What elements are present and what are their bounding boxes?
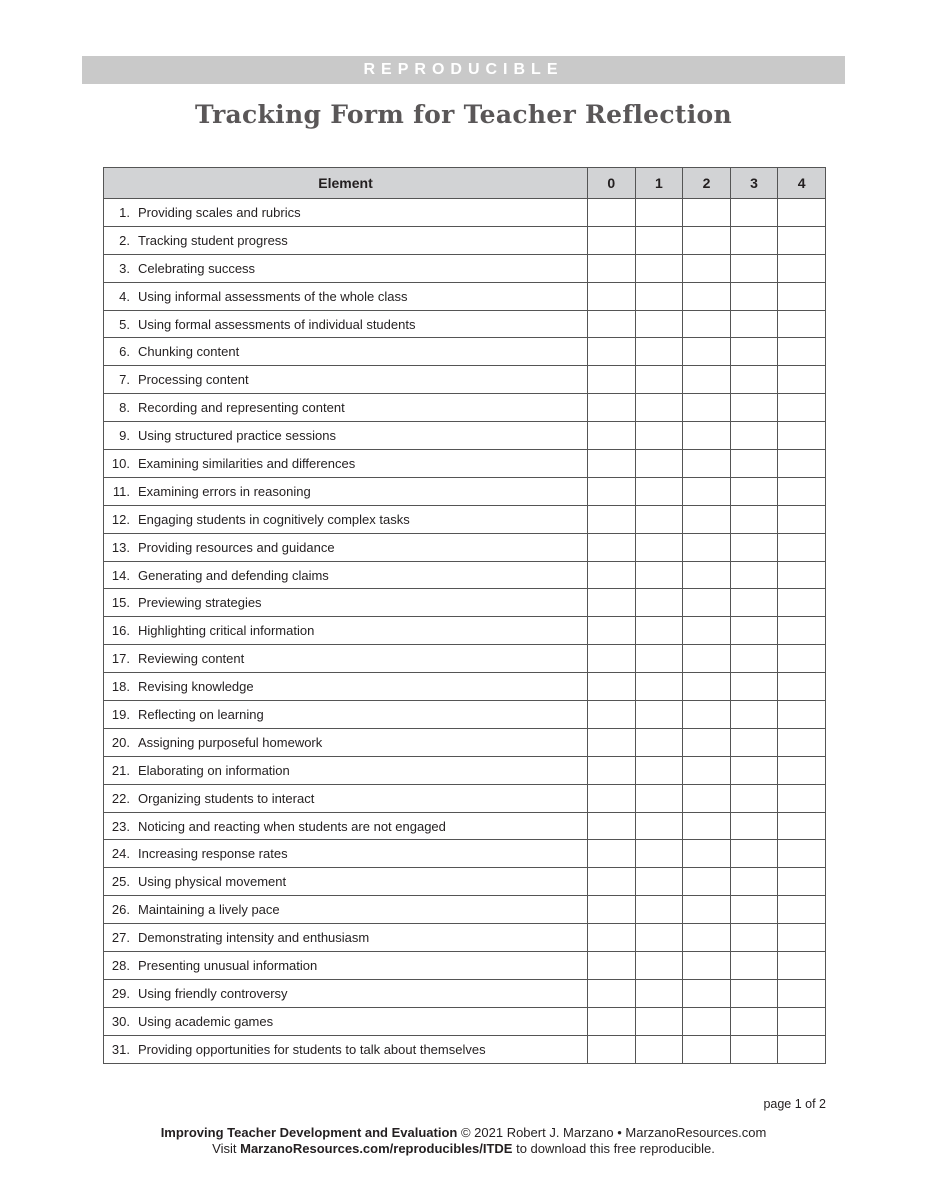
score-cell-2[interactable]: [683, 477, 731, 505]
header-score-0: 0: [588, 168, 636, 199]
table-row: [104, 450, 826, 478]
score-cell-1[interactable]: [635, 645, 683, 673]
element-number: 8.: [119, 400, 130, 416]
score-cell-1[interactable]: [635, 924, 683, 952]
score-cell-1[interactable]: [635, 812, 683, 840]
score-cell-1[interactable]: [635, 784, 683, 812]
score-cell-0[interactable]: [588, 561, 636, 589]
score-cell-1[interactable]: [635, 505, 683, 533]
score-cell-2[interactable]: [683, 673, 731, 701]
score-cell-4[interactable]: [778, 728, 826, 756]
score-cell-2[interactable]: [683, 505, 731, 533]
score-cell-2[interactable]: [683, 226, 731, 254]
table-row: [104, 394, 826, 422]
score-cell-4[interactable]: [778, 645, 826, 673]
score-cell-3[interactable]: [730, 589, 778, 617]
element-cell: [104, 533, 588, 561]
element-number: 7.: [119, 372, 130, 388]
element-cell: [104, 1035, 588, 1063]
page-number: page 1 of 2: [763, 1097, 826, 1111]
score-cell-1[interactable]: [635, 310, 683, 338]
score-cell-2[interactable]: [683, 199, 731, 227]
element-label: Processing content: [138, 372, 249, 388]
score-cell-2[interactable]: [683, 924, 731, 952]
table-row: [104, 366, 826, 394]
score-cell-4[interactable]: [778, 282, 826, 310]
score-cell-4[interactable]: [778, 1035, 826, 1063]
element-label: Using physical movement: [138, 874, 287, 890]
element-label: Providing resources and guidance: [138, 539, 335, 555]
score-cell-0[interactable]: [588, 533, 636, 561]
table-row: [104, 868, 826, 896]
score-cell-1[interactable]: [635, 533, 683, 561]
score-cell-1[interactable]: [635, 952, 683, 980]
score-cell-1[interactable]: [635, 422, 683, 450]
score-cell-1[interactable]: [635, 1035, 683, 1063]
element-cell: [104, 226, 588, 254]
score-cell-2[interactable]: [683, 589, 731, 617]
element-number: 1.: [119, 204, 130, 220]
element-cell: [104, 589, 588, 617]
score-cell-2[interactable]: [683, 533, 731, 561]
book-title: Improving Teacher Development and Evaluation: [160, 1125, 458, 1140]
score-cell-2[interactable]: [683, 366, 731, 394]
score-cell-0[interactable]: [588, 366, 636, 394]
footer-line-1: [0, 1125, 927, 1141]
element-number: 22.: [111, 790, 130, 806]
table-row: [104, 896, 826, 924]
table-row: [104, 1035, 826, 1063]
score-cell-1[interactable]: [635, 617, 683, 645]
score-cell-0[interactable]: [588, 673, 636, 701]
element-number: 3.: [119, 260, 130, 276]
table-row: [104, 561, 826, 589]
score-cell-4[interactable]: [778, 477, 826, 505]
score-cell-0[interactable]: [588, 282, 636, 310]
score-cell-3[interactable]: [730, 561, 778, 589]
element-cell: [104, 394, 588, 422]
score-cell-4[interactable]: [778, 673, 826, 701]
table-row: [104, 338, 826, 366]
element-cell: [104, 896, 588, 924]
element-number: 20.: [111, 734, 130, 750]
element-label: Tracking student progress: [138, 232, 288, 248]
score-cell-4[interactable]: [778, 701, 826, 729]
score-cell-2[interactable]: [683, 394, 731, 422]
score-cell-1[interactable]: [635, 673, 683, 701]
element-cell: [104, 868, 588, 896]
element-number: 25.: [111, 874, 130, 890]
element-cell: [104, 505, 588, 533]
element-label: Maintaining a lively pace: [138, 902, 280, 918]
score-cell-3[interactable]: [730, 533, 778, 561]
score-cell-0[interactable]: [588, 310, 636, 338]
element-number: 19.: [111, 706, 130, 722]
element-label: Organizing students to interact: [138, 790, 315, 806]
element-cell: [104, 924, 588, 952]
element-cell: [104, 617, 588, 645]
score-cell-2[interactable]: [683, 896, 731, 924]
score-cell-0[interactable]: [588, 645, 636, 673]
element-label: Assigning purposeful homework: [138, 734, 323, 750]
element-number: 18.: [111, 679, 130, 695]
score-cell-4[interactable]: [778, 812, 826, 840]
table-header-row: [104, 168, 826, 199]
header-score-4: 4: [778, 168, 826, 199]
score-cell-2[interactable]: [683, 756, 731, 784]
element-number: 14.: [111, 567, 130, 583]
element-label: Elaborating on information: [138, 762, 290, 778]
score-cell-0[interactable]: [588, 394, 636, 422]
header-element: Element: [104, 168, 588, 199]
element-label: Noticing and reacting when students are not engaged: [138, 818, 446, 834]
element-cell: [104, 450, 588, 478]
element-cell: [104, 366, 588, 394]
element-cell: [104, 338, 588, 366]
element-cell: [104, 952, 588, 980]
score-cell-3[interactable]: [730, 1035, 778, 1063]
score-cell-4[interactable]: [778, 896, 826, 924]
score-cell-3[interactable]: [730, 1007, 778, 1035]
score-cell-0[interactable]: [588, 896, 636, 924]
score-cell-0[interactable]: [588, 840, 636, 868]
score-cell-3[interactable]: [730, 617, 778, 645]
score-cell-1[interactable]: [635, 896, 683, 924]
score-cell-1[interactable]: [635, 728, 683, 756]
element-label: Providing opportunities for students to talk about themselves: [138, 1041, 486, 1057]
score-cell-0[interactable]: [588, 505, 636, 533]
score-cell-1[interactable]: [635, 282, 683, 310]
element-number: 10.: [111, 455, 130, 471]
element-cell: [104, 561, 588, 589]
score-cell-3[interactable]: [730, 673, 778, 701]
score-cell-0[interactable]: [588, 226, 636, 254]
element-label: Using friendly controversy: [138, 985, 288, 1001]
score-cell-2[interactable]: [683, 282, 731, 310]
score-cell-1[interactable]: [635, 756, 683, 784]
element-label: Reviewing content: [138, 651, 245, 667]
score-cell-4[interactable]: [778, 450, 826, 478]
score-cell-3[interactable]: [730, 338, 778, 366]
score-cell-1[interactable]: [635, 226, 683, 254]
element-number: 28.: [111, 957, 130, 973]
table-row: [104, 254, 826, 282]
score-cell-1[interactable]: [635, 589, 683, 617]
element-cell: [104, 979, 588, 1007]
score-cell-4[interactable]: [778, 589, 826, 617]
footer-line-2: [0, 1141, 927, 1157]
score-cell-4[interactable]: [778, 868, 826, 896]
element-label: Previewing strategies: [138, 595, 262, 611]
score-cell-4[interactable]: [778, 338, 826, 366]
copyright: © 2021 Robert J. Marzano • MarzanoResources.com: [457, 1125, 767, 1140]
score-cell-4[interactable]: [778, 756, 826, 784]
score-cell-4[interactable]: [778, 394, 826, 422]
score-cell-2[interactable]: [683, 784, 731, 812]
element-cell: [104, 701, 588, 729]
element-label: Celebrating success: [138, 260, 256, 276]
score-cell-3[interactable]: [730, 868, 778, 896]
header-score-3: 3: [730, 168, 778, 199]
element-number: 27.: [111, 930, 130, 946]
score-cell-1[interactable]: [635, 979, 683, 1007]
element-number: 15.: [111, 595, 130, 611]
score-cell-3[interactable]: [730, 728, 778, 756]
element-label: Using academic games: [138, 1013, 274, 1029]
score-cell-2[interactable]: [683, 254, 731, 282]
score-cell-4[interactable]: [778, 366, 826, 394]
reproducible-url[interactable]: MarzanoResources.com/reproducibles/ITDE: [240, 1141, 513, 1156]
score-cell-4[interactable]: [778, 952, 826, 980]
score-cell-4[interactable]: [778, 840, 826, 868]
element-cell: [104, 840, 588, 868]
element-label: Generating and defending claims: [138, 567, 329, 583]
score-cell-2[interactable]: [683, 840, 731, 868]
score-cell-3[interactable]: [730, 840, 778, 868]
score-cell-1[interactable]: [635, 561, 683, 589]
element-number: 2.: [119, 232, 130, 248]
element-label: Highlighting critical information: [138, 623, 315, 639]
score-cell-2[interactable]: [683, 868, 731, 896]
score-cell-4[interactable]: [778, 979, 826, 1007]
table-row: [104, 310, 826, 338]
score-cell-3[interactable]: [730, 645, 778, 673]
table-row: [104, 924, 826, 952]
table-row: [104, 422, 826, 450]
score-cell-4[interactable]: [778, 254, 826, 282]
score-cell-3[interactable]: [730, 896, 778, 924]
score-cell-1[interactable]: [635, 254, 683, 282]
score-cell-3[interactable]: [730, 450, 778, 478]
table-row: [104, 673, 826, 701]
table-row: [104, 645, 826, 673]
score-cell-0[interactable]: [588, 868, 636, 896]
score-cell-4[interactable]: [778, 226, 826, 254]
element-label: Chunking content: [138, 344, 240, 360]
score-cell-2[interactable]: [683, 617, 731, 645]
element-number: 23.: [111, 818, 130, 834]
element-number: 9.: [119, 428, 130, 444]
score-cell-0[interactable]: [588, 477, 636, 505]
score-cell-1[interactable]: [635, 868, 683, 896]
footer: [0, 1125, 927, 1157]
score-cell-0[interactable]: [588, 756, 636, 784]
element-cell: [104, 1007, 588, 1035]
element-number: 4.: [119, 288, 130, 304]
element-cell: [104, 812, 588, 840]
table-row: [104, 812, 826, 840]
element-number: 31.: [111, 1041, 130, 1057]
element-cell: [104, 477, 588, 505]
score-cell-2[interactable]: [683, 1035, 731, 1063]
score-cell-3[interactable]: [730, 784, 778, 812]
score-cell-4[interactable]: [778, 505, 826, 533]
element-label: Examining errors in reasoning: [138, 483, 311, 499]
element-number: 21.: [111, 762, 130, 778]
score-cell-0[interactable]: [588, 450, 636, 478]
element-number: 16.: [111, 623, 130, 639]
element-cell: [104, 254, 588, 282]
score-cell-1[interactable]: [635, 477, 683, 505]
element-label: Presenting unusual information: [138, 957, 318, 973]
score-cell-4[interactable]: [778, 561, 826, 589]
score-cell-3[interactable]: [730, 199, 778, 227]
score-cell-3[interactable]: [730, 477, 778, 505]
score-cell-3[interactable]: [730, 310, 778, 338]
score-cell-0[interactable]: [588, 728, 636, 756]
score-cell-2[interactable]: [683, 645, 731, 673]
element-label: Reflecting on learning: [138, 706, 264, 722]
table-row: [104, 1007, 826, 1035]
table-row: [104, 617, 826, 645]
element-number: 5.: [119, 316, 130, 332]
score-cell-0[interactable]: [588, 589, 636, 617]
element-cell: [104, 282, 588, 310]
score-cell-3[interactable]: [730, 254, 778, 282]
element-number: 17.: [111, 651, 130, 667]
element-label: Demonstrating intensity and enthusiasm: [138, 930, 370, 946]
score-cell-4[interactable]: [778, 310, 826, 338]
score-cell-3[interactable]: [730, 756, 778, 784]
table-row: [104, 589, 826, 617]
score-cell-3[interactable]: [730, 952, 778, 980]
score-cell-0[interactable]: [588, 422, 636, 450]
element-number: 13.: [111, 539, 130, 555]
score-cell-3[interactable]: [730, 282, 778, 310]
table-row: [104, 199, 826, 227]
score-cell-1[interactable]: [635, 199, 683, 227]
score-cell-1[interactable]: [635, 366, 683, 394]
score-cell-3[interactable]: [730, 979, 778, 1007]
element-label: Examining similarities and differences: [138, 455, 356, 471]
table-row: [104, 784, 826, 812]
score-cell-2[interactable]: [683, 450, 731, 478]
tracking-table: [103, 167, 826, 1064]
element-label: Increasing response rates: [138, 846, 288, 862]
table-row: [104, 282, 826, 310]
reproducible-banner: REPRODUCIBLE: [82, 56, 845, 84]
score-cell-4[interactable]: [778, 199, 826, 227]
score-cell-4[interactable]: [778, 924, 826, 952]
score-cell-0[interactable]: [588, 1035, 636, 1063]
element-cell: [104, 728, 588, 756]
score-cell-3[interactable]: [730, 812, 778, 840]
score-cell-1[interactable]: [635, 1007, 683, 1035]
element-number: 30.: [111, 1013, 130, 1029]
element-cell: [104, 422, 588, 450]
score-cell-2[interactable]: [683, 812, 731, 840]
score-cell-0[interactable]: [588, 924, 636, 952]
score-cell-3[interactable]: [730, 422, 778, 450]
element-number: 24.: [111, 846, 130, 862]
visit-prefix: Visit: [212, 1141, 241, 1156]
score-cell-2[interactable]: [683, 561, 731, 589]
element-label: Providing scales and rubrics: [138, 204, 301, 220]
score-cell-4[interactable]: [778, 1007, 826, 1035]
element-number: 6.: [119, 344, 130, 360]
table-row: [104, 979, 826, 1007]
score-cell-2[interactable]: [683, 952, 731, 980]
element-label: Revising knowledge: [138, 679, 254, 695]
score-cell-1[interactable]: [635, 394, 683, 422]
score-cell-3[interactable]: [730, 366, 778, 394]
element-cell: [104, 756, 588, 784]
score-cell-0[interactable]: [588, 952, 636, 980]
score-cell-2[interactable]: [683, 338, 731, 366]
table-row: [104, 756, 826, 784]
score-cell-3[interactable]: [730, 701, 778, 729]
element-number: 26.: [111, 902, 130, 918]
score-cell-1[interactable]: [635, 840, 683, 868]
element-label: Engaging students in cognitively complex tasks: [138, 511, 410, 527]
element-cell: [104, 645, 588, 673]
score-cell-4[interactable]: [778, 422, 826, 450]
score-cell-3[interactable]: [730, 394, 778, 422]
score-cell-3[interactable]: [730, 226, 778, 254]
element-cell: [104, 784, 588, 812]
score-cell-3[interactable]: [730, 924, 778, 952]
header-score-1: 1: [635, 168, 683, 199]
score-cell-0[interactable]: [588, 1007, 636, 1035]
score-cell-0[interactable]: [588, 701, 636, 729]
score-cell-0[interactable]: [588, 812, 636, 840]
score-cell-0[interactable]: [588, 338, 636, 366]
element-label: Using formal assessments of individual students: [138, 316, 416, 332]
score-cell-0[interactable]: [588, 254, 636, 282]
table-row: [104, 533, 826, 561]
table-row: [104, 226, 826, 254]
element-cell: [104, 310, 588, 338]
score-cell-2[interactable]: [683, 422, 731, 450]
element-label: Recording and representing content: [138, 400, 345, 416]
score-cell-2[interactable]: [683, 728, 731, 756]
element-label: Using informal assessments of the whole class: [138, 288, 408, 304]
score-cell-0[interactable]: [588, 979, 636, 1007]
score-cell-2[interactable]: [683, 1007, 731, 1035]
element-number: 11.: [112, 483, 130, 499]
score-cell-0[interactable]: [588, 784, 636, 812]
visit-suffix: to download this free reproducible.: [512, 1141, 715, 1156]
score-cell-0[interactable]: [588, 199, 636, 227]
table-row: [104, 840, 826, 868]
score-cell-2[interactable]: [683, 979, 731, 1007]
score-cell-2[interactable]: [683, 310, 731, 338]
table-row: [104, 701, 826, 729]
score-cell-4[interactable]: [778, 533, 826, 561]
score-cell-1[interactable]: [635, 701, 683, 729]
element-cell: [104, 199, 588, 227]
table-row: [104, 505, 826, 533]
score-cell-4[interactable]: [778, 617, 826, 645]
table-row: [104, 477, 826, 505]
element-number: 12.: [111, 511, 130, 527]
score-cell-0[interactable]: [588, 617, 636, 645]
element-number: 29.: [111, 985, 130, 1001]
table-row: [104, 728, 826, 756]
header-score-2: 2: [683, 168, 731, 199]
element-label: Using structured practice sessions: [138, 428, 336, 444]
score-cell-4[interactable]: [778, 784, 826, 812]
score-cell-1[interactable]: [635, 450, 683, 478]
score-cell-2[interactable]: [683, 701, 731, 729]
score-cell-1[interactable]: [635, 338, 683, 366]
score-cell-3[interactable]: [730, 505, 778, 533]
element-cell: [104, 673, 588, 701]
table-row: [104, 952, 826, 980]
page-title: Tracking Form for Teacher Reflection: [194, 100, 733, 129]
